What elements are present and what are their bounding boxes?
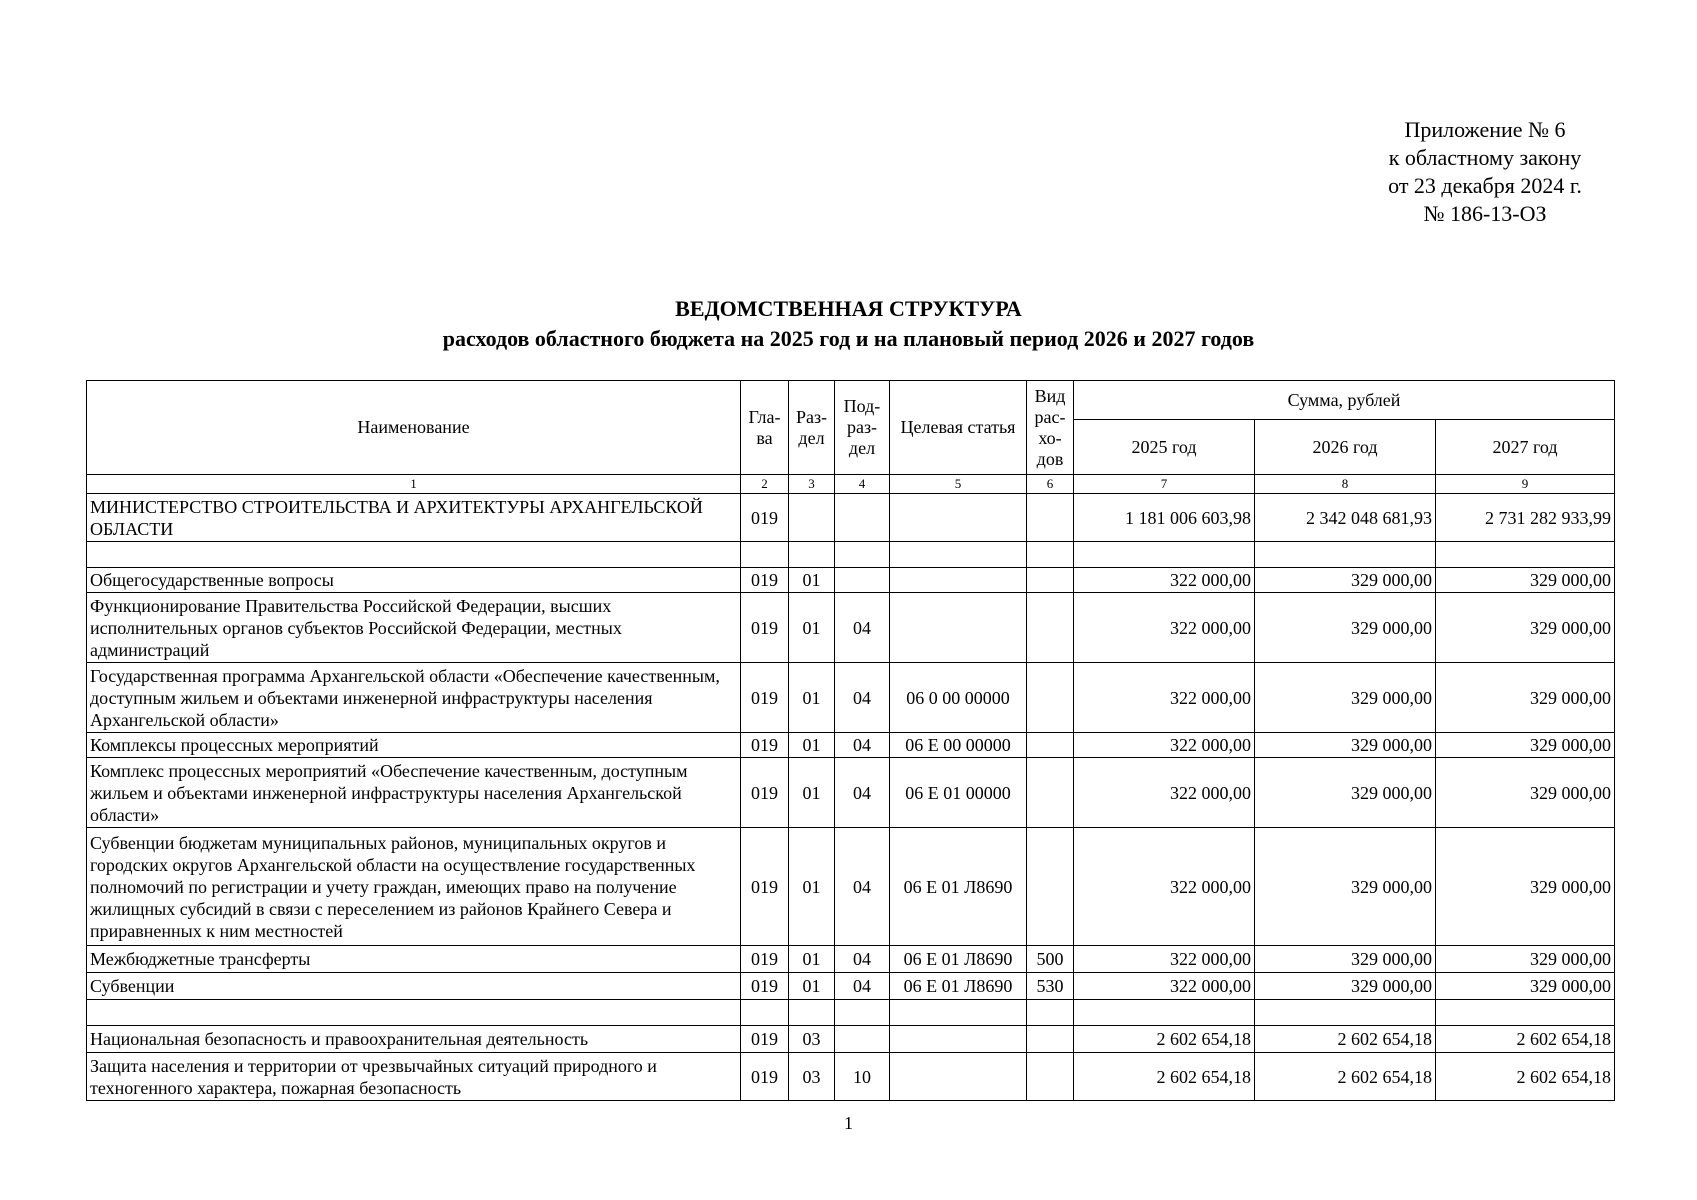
header-vid: Вид рас-хо-дов	[1027, 381, 1074, 475]
cell-podrazdel: 10	[835, 1053, 890, 1101]
header-target: Целевая статья	[890, 381, 1027, 475]
cell-2027: 329 000,00	[1436, 663, 1615, 733]
cell-2026: 329 000,00	[1255, 593, 1436, 663]
cell-2025: 2 602 654,18	[1074, 1026, 1255, 1053]
cell-target: 06 0 00 00000	[890, 663, 1027, 733]
cell-2026: 329 000,00	[1255, 758, 1436, 828]
cell-2027: 329 000,00	[1436, 946, 1615, 973]
col-num: 3	[789, 475, 835, 494]
cell-name: Национальная безопасность и правоохранительная деятельность	[87, 1026, 741, 1053]
col-num: 6	[1027, 475, 1074, 494]
cell-razdel: 01	[789, 663, 835, 733]
table-row	[87, 663, 1615, 733]
cell-2025: 322 000,00	[1074, 733, 1255, 758]
cell-glava	[741, 1000, 789, 1026]
cell-2027: 329 000,00	[1436, 733, 1615, 758]
cell-razdel	[789, 494, 835, 542]
col-num: 7	[1074, 475, 1255, 494]
cell-razdel	[789, 542, 835, 568]
cell-podrazdel: 04	[835, 733, 890, 758]
cell-2026	[1255, 1000, 1436, 1026]
cell-2025: 322 000,00	[1074, 973, 1255, 1000]
cell-target	[890, 593, 1027, 663]
cell-2025	[1074, 1000, 1255, 1026]
cell-2027	[1436, 1000, 1615, 1026]
cell-podrazdel	[835, 542, 890, 568]
budget-table	[86, 380, 1615, 1101]
column-number-row	[87, 475, 1615, 494]
header-year-2027: 2027 год	[1436, 420, 1615, 475]
cell-2025: 2 602 654,18	[1074, 1053, 1255, 1101]
table-row	[87, 568, 1615, 593]
document-title	[0, 294, 1697, 354]
cell-glava: 019	[741, 828, 789, 946]
cell-name: Защита населения и территории от чрезвычайных ситуаций природного и техногенного характера, пожарная безопасность	[87, 1053, 741, 1101]
cell-glava: 019	[741, 663, 789, 733]
page-number: 1	[844, 1113, 853, 1133]
cell-2026	[1255, 542, 1436, 568]
cell-target	[890, 568, 1027, 593]
cell-vid	[1027, 1053, 1074, 1101]
cell-vid	[1027, 1026, 1074, 1053]
cell-name	[87, 542, 741, 568]
cell-name: Межбюджетные трансферты	[87, 946, 741, 973]
cell-name: Комплексы процессных мероприятий	[87, 733, 741, 758]
cell-podrazdel: 04	[835, 828, 890, 946]
cell-glava: 019	[741, 946, 789, 973]
cell-2027: 2 602 654,18	[1436, 1053, 1615, 1101]
cell-2025: 322 000,00	[1074, 663, 1255, 733]
cell-target: 06 Е 01 Л8690	[890, 946, 1027, 973]
cell-2025: 322 000,00	[1074, 828, 1255, 946]
appendix-line-1: Приложение № 6	[1404, 117, 1566, 142]
table-row	[87, 1053, 1615, 1101]
cell-podrazdel: 04	[835, 758, 890, 828]
cell-podrazdel: 04	[835, 973, 890, 1000]
cell-razdel: 03	[789, 1026, 835, 1053]
cell-razdel: 01	[789, 828, 835, 946]
cell-name: Функционирование Правительства Российской Федерации, высших исполнительных органов субъектов Российской Федерации, местных администраций	[87, 593, 741, 663]
header-year-2026: 2026 год	[1255, 420, 1436, 475]
cell-razdel: 01	[789, 568, 835, 593]
table-row	[87, 758, 1615, 828]
header-name: Наименование	[87, 381, 741, 475]
cell-2026: 2 602 654,18	[1255, 1053, 1436, 1101]
cell-vid	[1027, 494, 1074, 542]
table-row	[87, 593, 1615, 663]
cell-vid	[1027, 758, 1074, 828]
cell-name: Государственная программа Архангельской области «Обеспечение качественным, доступным жильем и объектами инженерной инфраструктуры населения Архангельской области»	[87, 663, 741, 733]
cell-2026: 2 342 048 681,93	[1255, 494, 1436, 542]
cell-2026: 329 000,00	[1255, 946, 1436, 973]
cell-razdel: 01	[789, 733, 835, 758]
table-row	[87, 973, 1615, 1000]
table-row	[87, 733, 1615, 758]
cell-name: Субвенции бюджетам муниципальных районов, муниципальных округов и городских округов Архангельской области на осуществление государственных полномочий по регистрации и учету граждан, имеющих право на получение жилищных субсидий в связи с переселением из районов Крайнего Севера и приравненных к ним местностей	[87, 828, 741, 946]
table-row	[87, 1026, 1615, 1053]
cell-target: 06 Е 01 Л8690	[890, 828, 1027, 946]
cell-2026: 329 000,00	[1255, 828, 1436, 946]
appendix-line-2: к областному закону	[1388, 145, 1582, 170]
table-row	[87, 946, 1615, 973]
cell-2025: 322 000,00	[1074, 593, 1255, 663]
cell-glava: 019	[741, 494, 789, 542]
cell-2027: 2 731 282 933,99	[1436, 494, 1615, 542]
cell-glava: 019	[741, 1053, 789, 1101]
col-num: 4	[835, 475, 890, 494]
table-row	[87, 542, 1615, 568]
table-row	[87, 828, 1615, 946]
cell-vid	[1027, 733, 1074, 758]
cell-vid: 500	[1027, 946, 1074, 973]
cell-2025: 1 181 006 603,98	[1074, 494, 1255, 542]
cell-2027: 329 000,00	[1436, 973, 1615, 1000]
table-row	[87, 494, 1615, 542]
appendix-line-4: № 186-13-ОЗ	[1423, 201, 1547, 226]
cell-2026: 2 602 654,18	[1255, 1026, 1436, 1053]
header-glava: Гла-ва	[741, 381, 789, 475]
cell-razdel: 01	[789, 758, 835, 828]
cell-podrazdel: 04	[835, 946, 890, 973]
cell-razdel: 01	[789, 593, 835, 663]
cell-2026: 329 000,00	[1255, 973, 1436, 1000]
cell-target	[890, 494, 1027, 542]
cell-podrazdel: 04	[835, 663, 890, 733]
cell-2027: 329 000,00	[1436, 828, 1615, 946]
col-num: 9	[1436, 475, 1615, 494]
cell-podrazdel	[835, 1026, 890, 1053]
cell-glava: 019	[741, 593, 789, 663]
cell-vid	[1027, 828, 1074, 946]
cell-2027: 2 602 654,18	[1436, 1026, 1615, 1053]
cell-2026: 329 000,00	[1255, 568, 1436, 593]
cell-name: Комплекс процессных мероприятий «Обеспечение качественным, доступным жильем и объектами инженерной инфраструктуры населения Архангельской области»	[87, 758, 741, 828]
cell-2025	[1074, 542, 1255, 568]
cell-glava: 019	[741, 758, 789, 828]
cell-2025: 322 000,00	[1074, 568, 1255, 593]
cell-2026: 329 000,00	[1255, 663, 1436, 733]
cell-2027: 329 000,00	[1436, 593, 1615, 663]
cell-glava	[741, 542, 789, 568]
cell-2025: 322 000,00	[1074, 946, 1255, 973]
cell-2027: 329 000,00	[1436, 568, 1615, 593]
cell-glava: 019	[741, 733, 789, 758]
cell-2027: 329 000,00	[1436, 758, 1615, 828]
cell-glava: 019	[741, 568, 789, 593]
title-line-1: ВЕДОМСТВЕННАЯ СТРУКТУРА	[675, 296, 1022, 321]
cell-glava: 019	[741, 973, 789, 1000]
cell-name	[87, 1000, 741, 1026]
cell-vid	[1027, 542, 1074, 568]
cell-target	[890, 542, 1027, 568]
cell-podrazdel: 04	[835, 593, 890, 663]
header-sum: Сумма, рублей	[1074, 381, 1615, 420]
cell-podrazdel	[835, 1000, 890, 1026]
cell-name: Общегосударственные вопросы	[87, 568, 741, 593]
cell-target: 06 Е 01 00000	[890, 758, 1027, 828]
table-row	[87, 1000, 1615, 1026]
header-razdel: Раз-дел	[789, 381, 835, 475]
cell-podrazdel	[835, 494, 890, 542]
cell-2027	[1436, 542, 1615, 568]
cell-target	[890, 1053, 1027, 1101]
cell-2026: 329 000,00	[1255, 733, 1436, 758]
cell-vid: 530	[1027, 973, 1074, 1000]
cell-target	[890, 1026, 1027, 1053]
cell-vid	[1027, 1000, 1074, 1026]
cell-vid	[1027, 663, 1074, 733]
cell-target: 06 Е 00 00000	[890, 733, 1027, 758]
cell-razdel: 01	[789, 946, 835, 973]
cell-name: МИНИСТЕРСТВО СТРОИТЕЛЬСТВА И АРХИТЕКТУРЫ АРХАНГЕЛЬСКОЙ ОБЛАСТИ	[87, 494, 741, 542]
appendix-line-3: от 23 декабря 2024 г.	[1388, 173, 1582, 198]
header-year-2025: 2025 год	[1074, 420, 1255, 475]
col-num: 2	[741, 475, 789, 494]
cell-podrazdel	[835, 568, 890, 593]
appendix-block	[1205, 116, 1605, 228]
header-podrazdel: Под-раз-дел	[835, 381, 890, 475]
col-num: 8	[1255, 475, 1436, 494]
cell-razdel: 03	[789, 1053, 835, 1101]
cell-vid	[1027, 568, 1074, 593]
cell-target: 06 Е 01 Л8690	[890, 973, 1027, 1000]
title-line-2: расходов областного бюджета на 2025 год и на плановый период 2026 и 2027 годов	[442, 326, 1255, 351]
cell-razdel	[789, 1000, 835, 1026]
cell-2025: 322 000,00	[1074, 758, 1255, 828]
cell-vid	[1027, 593, 1074, 663]
cell-razdel: 01	[789, 973, 835, 1000]
cell-name: Субвенции	[87, 973, 741, 1000]
cell-glava: 019	[741, 1026, 789, 1053]
col-num: 1	[87, 475, 741, 494]
col-num: 5	[890, 475, 1027, 494]
cell-target	[890, 1000, 1027, 1026]
